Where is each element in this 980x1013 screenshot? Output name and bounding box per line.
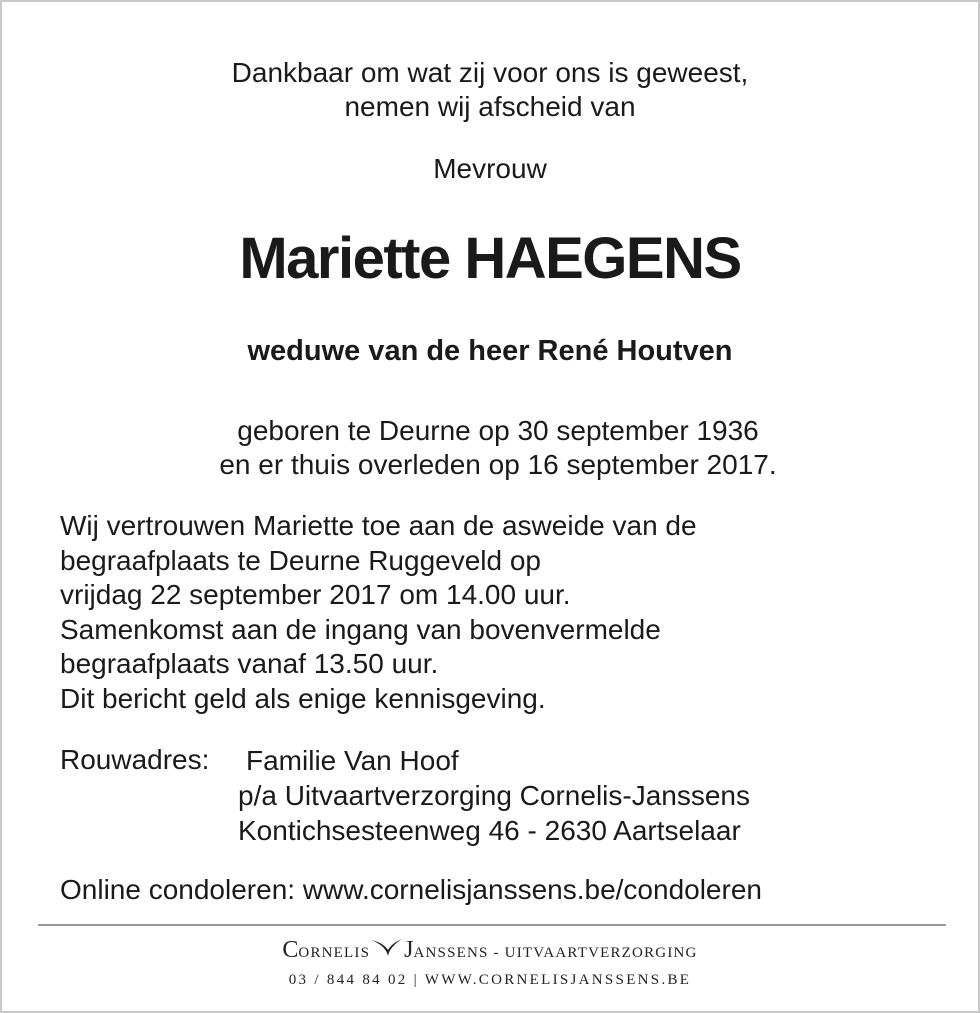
brand-anssens: ANSSENS - UITVAARTVERZORGING — [413, 945, 698, 961]
address-line: Kontichsesteenweg 46 - 2630 Aartselaar — [238, 815, 741, 846]
body-line: Dit bericht geld als enige kennisgeving. — [60, 682, 546, 714]
address-line: p/a Uitvaartverzorging Cornelis-Janssens — [238, 780, 750, 811]
funeral-home-contact: 03 / 844 84 02 | WWW.CORNELISJANSSENS.BE — [288, 972, 692, 988]
funeral-home-brand — [2, 936, 978, 967]
body-line: begraafplaats vanaf 13.50 uur. — [60, 648, 439, 679]
address-line: Familie Van Hoof — [246, 745, 459, 776]
body-line: vrijdag 22 september 2017 om 14.00 uur. — [60, 579, 571, 610]
salutation: Mevrouw — [433, 153, 547, 184]
intro-line-2: nemen wij afscheid van — [344, 91, 636, 122]
body-line: Wij vertrouwen Mariette toe aan de asweide van de — [60, 510, 697, 541]
deceased-name: Mariette HAEGENS — [239, 226, 741, 291]
intro-line-1: Dankbaar om wat zij voor ons is geweest, — [231, 57, 749, 88]
brand-initial-j: J — [404, 937, 414, 963]
body-line: begraafplaats te Deurne Ruggeveld op — [60, 544, 542, 576]
body-line: Samenkomst aan de ingang van bovenvermelde — [60, 613, 661, 645]
brand-initial-c: C — [282, 937, 299, 963]
death-line: en er thuis overleden op 16 september 2017. — [219, 449, 777, 480]
online-condolence-line: Online condoleren: www.cornelisjanssens.be/condoleren — [60, 874, 762, 905]
footer-divider — [38, 924, 946, 926]
birth-line: geboren te Deurne op 30 september 1936 — [237, 415, 759, 446]
address-label: Rouwadres: — [60, 744, 210, 775]
brand-ornelis: ORNELIS — [298, 945, 371, 961]
spouse-line: weduwe van de heer René Houtven — [247, 335, 733, 367]
swallow-logo-icon — [370, 936, 404, 960]
ceremony-details — [60, 509, 697, 716]
address-block — [238, 743, 750, 848]
